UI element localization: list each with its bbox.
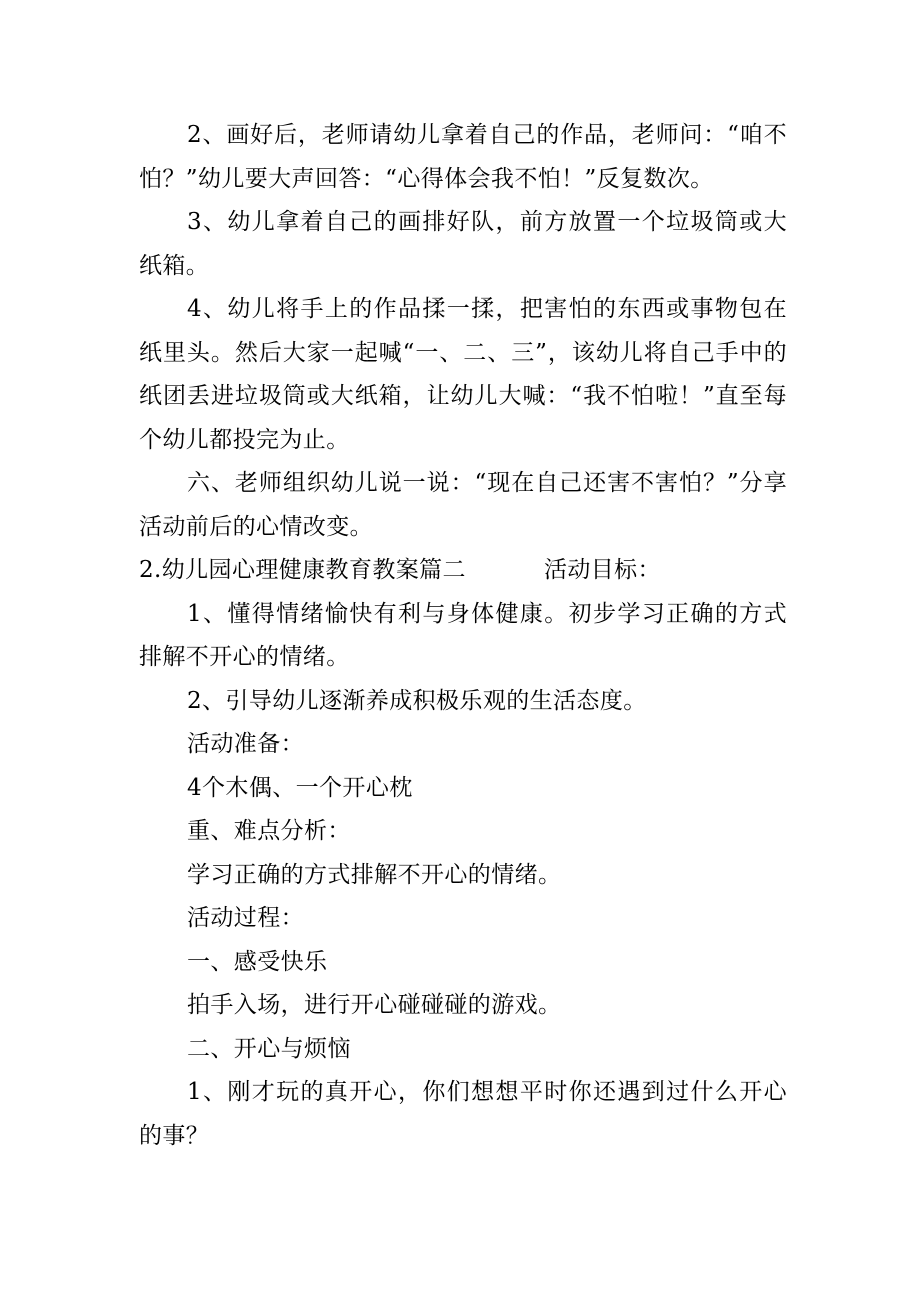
document-body [139, 114, 787, 1158]
paragraph-key-points-heading: 重、难点分析： [187, 818, 351, 844]
paragraph-process-heading: 活动过程： [187, 905, 304, 931]
paragraph-goal-1: 1、懂得情绪愉快有利与身体健康。初步学习正确的方式排解不开心的情绪。 [139, 600, 787, 670]
section-title: 2.幼儿园心理健康教育教案篇二 [139, 557, 466, 583]
paragraph-part-1-text: 拍手入场，进行开心碰碰碰的游戏。 [187, 992, 562, 1018]
paragraph-key-points: 学习正确的方式排解不开心的情绪。 [187, 861, 562, 888]
section-heading [139, 549, 787, 593]
paragraph-part-1-heading: 一、感受快乐 [187, 948, 328, 975]
paragraph-step-3: 3、幼儿拿着自己的画排好队，前方放置一个垃圾筒或大纸箱。 [139, 209, 787, 279]
paragraph-part-2-heading: 二、开心与烦恼 [187, 1035, 351, 1062]
paragraph-goal-2: 2、引导幼儿逐渐养成积极乐观的生活态度。 [187, 687, 647, 714]
paragraph-preparation-items: 4个木偶、一个开心枕 [187, 774, 413, 801]
paragraph-preparation-heading: 活动准备： [187, 731, 304, 757]
paragraph-step-2: 2、画好后，老师请幼儿拿着自己的作品，老师问：“咱不怕？”幼儿要大声回答：“心得体会我不怕！”反复数次。 [139, 122, 787, 192]
paragraph-step-4: 4、幼儿将手上的作品揉一揉，把害怕的东西或事物包在纸里头。然后大家一起喊“一、二、三”，该幼儿将自己手中的纸团丢进垃圾筒或大纸箱，让幼儿大喊：“我不怕啦！”直至每个幼儿都投完为止。 [139, 296, 787, 453]
section-subtitle: 活动目标： [543, 557, 661, 583]
paragraph-part-2-text: 1、刚才玩的真开心，你们想想平时你还遇到过什么开心的事？ [139, 1079, 787, 1149]
paragraph-step-6: 六、老师组织幼儿说一说：“现在自己还害不害怕？”分享活动前后的心情改变。 [139, 470, 787, 540]
